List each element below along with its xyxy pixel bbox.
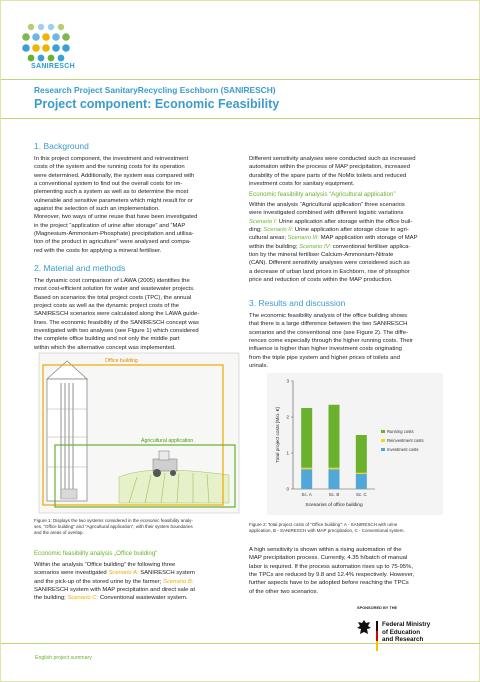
agri-analysis-title: Economic feasibility analysis “Agricultural application” [249, 191, 396, 198]
legend-swatch [381, 448, 385, 451]
y-tick-label: 0 [286, 486, 289, 492]
header-divider [1, 79, 480, 80]
y-axis-label: Total project costs [Mio. €] [276, 407, 281, 463]
x-tick-label: Sc. B [328, 492, 340, 497]
legend-swatch [381, 430, 385, 433]
x-tick-label: Sc. C [355, 492, 367, 497]
figure-2-caption: Figure 2: Total project costs of “Office building”: A - SANIRESCH with urine application, B - SANIRESCH with MAP precipitation, C - Conventional system. [249, 522, 405, 533]
figure-1-caption: Figure 1: Displays the two systems considered in the economic feasibility analy- ses, “Office building” and “Agricultural application”, with their system boundaries and the areas of overlap. [34, 518, 193, 535]
project-title: Research Project SanitaryRecycling Eschborn (SANIRESCH) [34, 85, 276, 95]
title-divider [1, 118, 480, 119]
bar-running-costs [329, 405, 340, 468]
bar-running-costs [301, 408, 312, 468]
building-body [47, 379, 87, 501]
bar-reinvestment-costs [329, 468, 340, 469]
storage-tank [61, 489, 77, 499]
x-tick-label: Sc. A [301, 492, 312, 497]
x-axis-label: Scenarios of office building [305, 503, 363, 508]
footer-summary: English project summary [35, 655, 92, 661]
bar-reinvestment-costs [356, 473, 367, 474]
german-flag-bar [376, 621, 378, 651]
figure-1-system-boundaries [33, 349, 243, 514]
methods-text: The dynamic cost comparison of LAWA (2005) identifies the most cost-efficient solution for water and wastewater projects. Based on scenarios the total project costs (TPC), the annual project costs as well as the dynamic project costs of the SANIRESCH scenarios were calculated along the LAWA guide- lines. The economic feasibility of the SANIRESCH concept was investigated with two analyses (see Figure 1) which considered the complete office building and not only the middle part within which the alternative concept was implemented. [34, 278, 200, 351]
label-office-building: Office building [105, 358, 138, 364]
legend-swatch [381, 439, 385, 442]
office-analysis-title: Economic feasibility analysis „Office building“ [34, 550, 158, 557]
ministry-name: Federal Ministry of Education and Research [382, 621, 431, 644]
y-tick-label: 1 [286, 450, 289, 456]
bar-investment-costs [329, 469, 340, 489]
agri-analysis-text: Within the analysis “Agricultural application” three scenarios were investigated combined with different logistic variations Scenario I: Urine application after storage within the office buil- ding; Scenario II: Urine application after storage close to agri- cultural areas; Scenario III: MAP application with storage of MAP within the building; Scenario IV: conventional fertiliser applica- tion by the mineral fertiliser Calcium-Ammonium-Nitrate (CAN). Different sensitivity analyses were considered such as a decrease of urban land prices in Eschborn, rise of phosphor price and reduction of costs within the MAP production. [249, 202, 418, 284]
y-tick-label: 2 [286, 414, 289, 420]
results-text: The economic feasibility analysis of the office building shows that there is a large difference between the two SANIRESCH scenarios and the conventional one (see Figure 2). The diffe- rences come especially through the higher running costs. Their influence is higher than higher investment costs originating from the triple pipe system and higher prices of toilets and urinals. [249, 313, 413, 370]
legend-label: Investment costs [387, 447, 419, 452]
saniresch-logo [17, 19, 77, 79]
sensitivity-text: Different sensitivity analyses were conducted such as increased automation within the process of MAP precipitation, increased durability of the spare parts of the NoMix toilets and reduced investment costs for sanitary equipment. [249, 156, 416, 188]
component-title: Project component: Economic Feasibility [34, 97, 280, 111]
bar-reinvestment-costs [301, 468, 312, 469]
logo-text: SANIRESCH [31, 63, 75, 70]
bar-investment-costs [301, 469, 312, 489]
automation-text: A high sensitivity is shown within a rising automation of the MAP precipitation process. Currently, 4.35 h/batch of manual labor is required. If the process automation rises up to 75-95%, the TPCs are reduced by 9.8 and 12.4% respectively. However, further aspects have to be adopted before reaching the TPCs of the other two scenarios. [249, 547, 415, 595]
y-tick-label: 3 [286, 378, 289, 384]
federal-eagle-icon [356, 619, 372, 637]
legend-label: Reinvestment costs [387, 438, 424, 443]
sponsored-by: SPONSORED BY THE [357, 605, 398, 610]
background-text: In this project component, the investment and reinvestment costs of the system and the running costs for its operation were determined. Additionally, the system was compared with a conventional system to find out the overall costs for im- plementing such a system as well as to determine the most vulnerable and sensitive parameters which might result for or against the selection of such an implementation. Moreover, two ways of urine reuse that have been investigated in the project “application of urine after storage” and “MAP (Magnesium-Ammonium-Phosphate) precipitation and utilisa- tion of the product in agriculture” were analysed and compa- red with the costs for applying a mineral fertiliser. [34, 156, 198, 254]
label-agricultural-application: Agricultural application [141, 438, 194, 444]
figure-2-chart [267, 373, 443, 515]
section-methods-title: 2. Material and methods [34, 263, 126, 273]
section-results-title: 3. Results and discussion [249, 298, 346, 308]
office-analysis-text: Within the analysis “Office building” the following three scenarios were investigated Scenario A: SANIRESCH system and the pick-up of the stored urine by the farmer; Scenario B: SANIRESCH system with MAP precipitation and direct sale at the building; Scenario C: Conventional wastewater system. [34, 562, 195, 602]
legend-label: Running costs [387, 429, 414, 434]
bar-investment-costs [356, 474, 367, 489]
bar-running-costs [356, 435, 367, 473]
section-background-title: 1. Background [34, 141, 89, 151]
